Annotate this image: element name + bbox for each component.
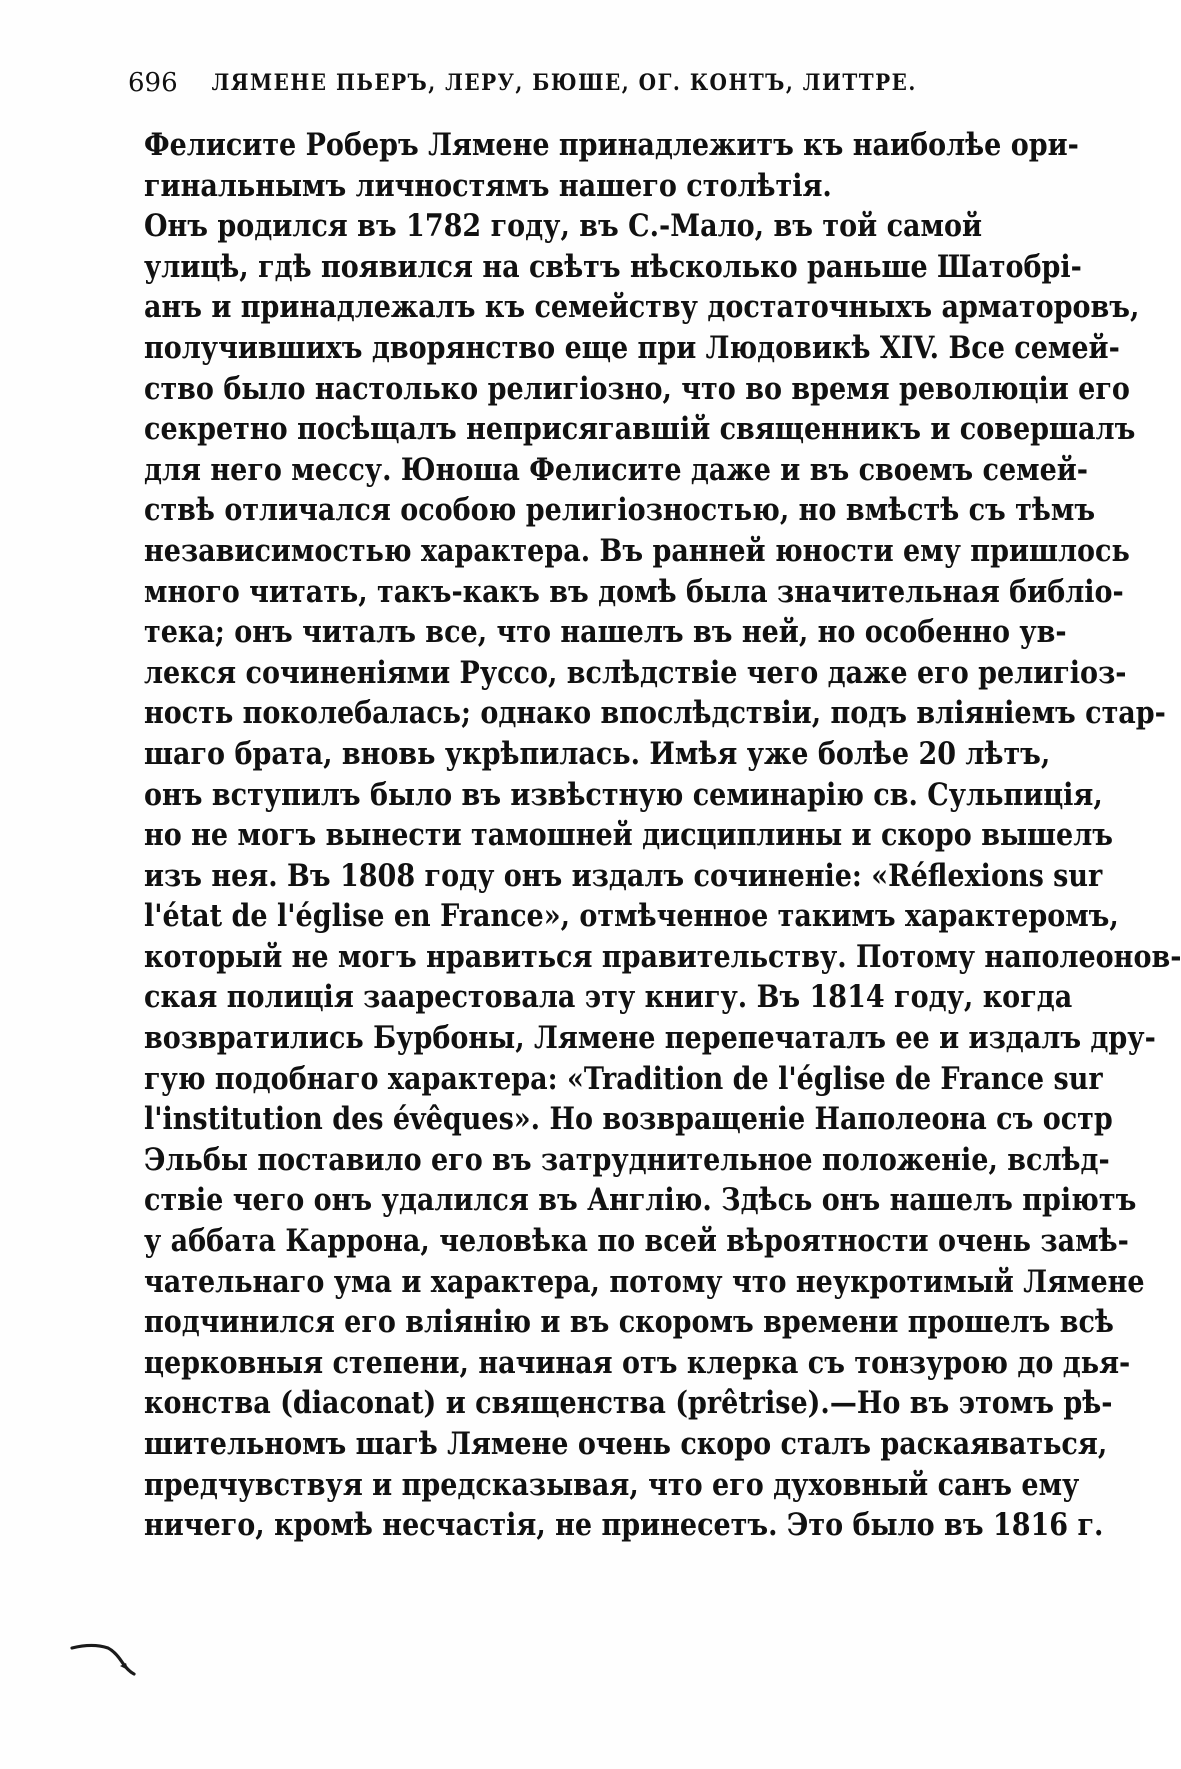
text-line: независимостью характера. Въ ранней юности ему пришлось: [144, 533, 1130, 569]
text-line: Фелисите Роберъ Лямене принадлежитъ къ наиболѣе ори-: [144, 127, 1079, 164]
text-line: гую подобнаго характера: «Tradition de l'église de France sur: [144, 1061, 1103, 1097]
text-line: шительномъ шагѣ Лямене очень скоро сталъ раскаяваться,: [144, 1426, 1108, 1463]
text-line: Онъ родился въ 1782 году, въ С.-Мало, въ той самой: [144, 208, 982, 245]
text-line: предчувствуя и предсказывая, что его духовный санъ ему: [144, 1467, 1080, 1503]
text-line: улицѣ, гдѣ появился на свѣтъ нѣсколько раньше Шатобрі-: [144, 249, 1082, 285]
text-line: ская полиція заарестовала эту книгу. Въ 1814 году, когда: [144, 980, 1073, 1016]
text-line: для него мессу. Юноша Фелисите даже и въ своемъ семей-: [144, 452, 1088, 488]
text-line: конства (diaconat) и священства (prêtrise).—Но въ этомъ рѣ-: [144, 1386, 1113, 1422]
text-line: l'état de l'église en France», отмѣченное такимъ характеромъ,: [144, 898, 1119, 935]
text-line: чательнаго ума и характера, потому что неукротимый Лямене: [144, 1264, 1145, 1300]
text-line: Эльбы поставило его въ затруднительное положеніе, вслѣд-: [144, 1142, 1110, 1178]
text-line: получившихъ дворянство еще при Людовикѣ XIV. Все семей-: [144, 330, 1120, 367]
text-line: ность поколебалась; однако впослѣдствіи, подъ вліяніемъ стар-: [144, 696, 1166, 732]
text-line: онъ вступилъ было въ извѣстную семинарію св. Сульпиція,: [144, 777, 1103, 813]
text-line: возвратились Бурбоны, Лямене перепечаталъ ее и издалъ дру-: [144, 1020, 1156, 1057]
text-line: но не могъ вынести тамошней дисциплины и скоро вышелъ: [144, 817, 1113, 854]
running-head: ЛЯМЕНЕ ПЬЕРЪ, ЛЕРУ, БЮШЕ, ОГ. КОНТЪ, ЛИТТРЕ.: [211, 68, 917, 96]
page-header: [128, 66, 1008, 100]
text-line: ство было настолько религіозно, что во время революціи его: [144, 371, 1130, 407]
text-line: церковныя степени, начиная отъ клерка съ тонзурою до дья-: [144, 1345, 1131, 1381]
text-line: много читать, такъ-какъ въ домѣ была значительная библіо-: [144, 574, 1124, 610]
text-line: анъ и принадлежалъ къ семейству достаточныхъ арматоровъ,: [144, 290, 1140, 326]
text-line: ствіе чего онъ удалился въ Англію. Здѣсь онъ нашелъ пріютъ: [144, 1183, 1137, 1219]
margin-ink-mark: [70, 1636, 140, 1680]
text-line: ствѣ отличался особою религіозностью, но вмѣстѣ съ тѣмъ: [144, 493, 1096, 529]
text-line: l'institution des évêques». Но возвращеніе Наполеона съ остр: [144, 1101, 1113, 1138]
text-line: секретно посѣщалъ неприсягавшій священникъ и совершалъ: [144, 411, 1136, 448]
text-line: изъ нея. Въ 1808 году онъ издалъ сочиненіе: «Réflexions sur: [144, 858, 1103, 894]
text-line: подчинился его вліянію и въ скоромъ времени прошелъ всѣ: [144, 1304, 1114, 1341]
text-line: тека; онъ читалъ все, что нашелъ въ ней, но особенно ув-: [144, 614, 1067, 651]
text-line: лекся сочиненіями Руссо, вслѣдствіе чего даже его религіоз-: [144, 655, 1127, 691]
text-line: который не могъ нравиться правительству. Потому наполеонов-: [144, 939, 1181, 975]
text-line: ничего, кромѣ несчастія, не принесетъ. Это было въ 1816 г.: [144, 1507, 1104, 1544]
text-line: у аббата Каррона, человѣка по всей вѣроятности очень замѣ-: [144, 1223, 1129, 1260]
text-line: гинальнымъ личностямъ нашего столѣтія.: [144, 168, 832, 204]
body-text: [144, 126, 1181, 1547]
page-number: 696: [128, 68, 178, 98]
text-line: шаго брата, вновь укрѣпилась. Имѣя уже болѣе 20 лѣтъ,: [144, 736, 1051, 772]
